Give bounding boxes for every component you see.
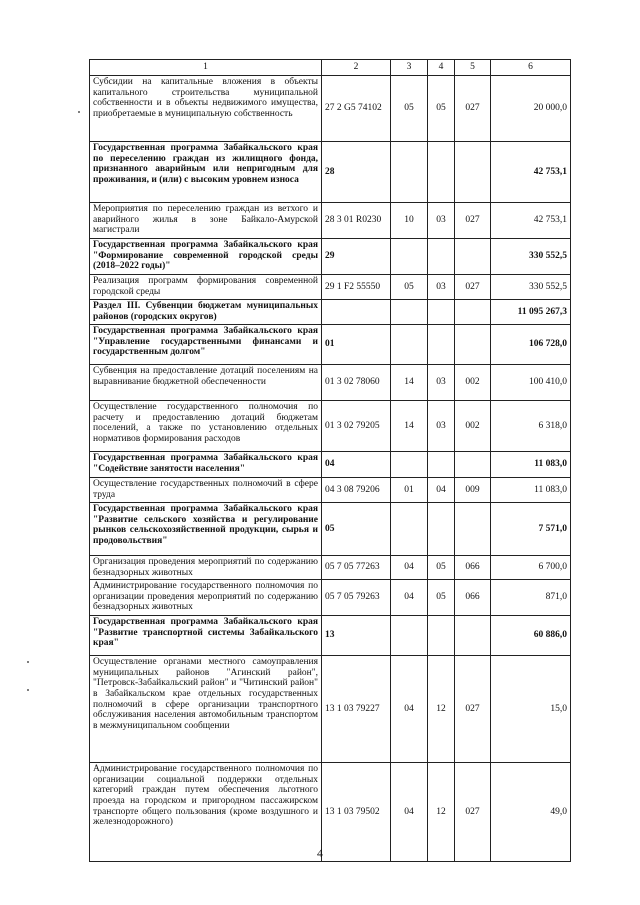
cell-code: 13 1 03 79502 (322, 763, 391, 862)
cell-sum: 871,0 (491, 580, 571, 616)
cell-c5 (455, 142, 491, 203)
cell-name: Администрирование государственного полномочия по организации проведения мероприятий по содержанию безнадзорных животных (90, 580, 322, 616)
cell-sum: 106 728,0 (491, 325, 571, 365)
cell-code: 05 7 05 79263 (322, 580, 391, 616)
cell-code: 29 1 F2 55550 (322, 275, 391, 300)
cell-c3 (391, 300, 428, 325)
cell-c4: 12 (428, 763, 455, 862)
cell-name: Государственная программа Забайкальского края "Формирование современной городской среды (2018–2022 годы)" (90, 239, 322, 275)
table-row (90, 656, 571, 763)
table-header-row (90, 60, 571, 76)
table-row (90, 300, 571, 325)
cell-code: 28 (322, 142, 391, 203)
column-header: 3 (391, 60, 428, 76)
table-row (90, 76, 571, 142)
cell-c4: 03 (428, 203, 455, 239)
cell-sum: 6 318,0 (491, 401, 571, 452)
table-row (90, 275, 571, 300)
cell-name: Администрирование государственного полномочия по организации социальной поддержки отдельных категорий граждан путем обеспечения льготного проезда на городском и пригородном пассажирском транспорте общего пользования (кроме воздушного и железнодорожного) (90, 763, 322, 862)
cell-c3 (391, 142, 428, 203)
cell-sum: 330 552,5 (491, 239, 571, 275)
table-row (90, 325, 571, 365)
cell-c3 (391, 239, 428, 275)
scan-dot-mark (27, 661, 29, 663)
column-header: 2 (322, 60, 391, 76)
cell-c5: 002 (455, 365, 491, 401)
cell-c4: 05 (428, 580, 455, 616)
cell-sum: 42 753,1 (491, 142, 571, 203)
cell-code: 13 (322, 616, 391, 656)
page-number: 4 (317, 846, 323, 860)
budget-table (89, 59, 571, 862)
cell-code: 04 (322, 452, 391, 478)
cell-c4 (428, 142, 455, 203)
cell-c3: 05 (391, 76, 428, 142)
table-row (90, 203, 571, 239)
cell-code: 13 1 03 79227 (322, 656, 391, 763)
cell-c5 (455, 300, 491, 325)
cell-code: 01 3 02 79205 (322, 401, 391, 452)
cell-code: 01 (322, 325, 391, 365)
cell-c5 (455, 616, 491, 656)
cell-c3: 10 (391, 203, 428, 239)
cell-c5 (455, 239, 491, 275)
cell-c4: 03 (428, 401, 455, 452)
cell-c5: 002 (455, 401, 491, 452)
cell-c5 (455, 503, 491, 556)
cell-c3: 04 (391, 763, 428, 862)
cell-sum: 330 552,5 (491, 275, 571, 300)
cell-c5: 066 (455, 580, 491, 616)
cell-code: 04 3 08 79206 (322, 478, 391, 503)
cell-sum: 11 095 267,3 (491, 300, 571, 325)
table-row (90, 142, 571, 203)
table-row (90, 478, 571, 503)
cell-c3: 14 (391, 401, 428, 452)
cell-name: Осуществление органами местного самоуправления муниципальных районов "Агинский район", "Петровск-Забайкальский район" и "Читинский район" в Забайкальском крае отдельных государственных полномочий в сфере организации транспортного обслуживания населения автомобильным транспортом в межмуниципальном сообщении (90, 656, 322, 763)
cell-c3: 14 (391, 365, 428, 401)
cell-c4 (428, 239, 455, 275)
cell-c5 (455, 325, 491, 365)
cell-name: Субсидии на капитальные вложения в объекты капитального строительства муниципальной собственности и в объекты недвижимого имущества, приобретаемые в муниципальную собственность (90, 76, 322, 142)
cell-c5: 066 (455, 556, 491, 580)
cell-c4: 03 (428, 275, 455, 300)
cell-c3: 04 (391, 580, 428, 616)
cell-sum: 11 083,0 (491, 452, 571, 478)
cell-name: Государственная программа Забайкальского края "Содействие занятости населения" (90, 452, 322, 478)
cell-code: 28 3 01 R0230 (322, 203, 391, 239)
cell-name: Организация проведения мероприятий по содержанию безнадзорных животных (90, 556, 322, 580)
cell-sum: 60 886,0 (491, 616, 571, 656)
cell-name: Государственная программа Забайкальского края "Развитие транспортной системы Забайкальского края" (90, 616, 322, 656)
cell-c5: 027 (455, 275, 491, 300)
cell-name: Государственная программа Забайкальского края "Управление государственными финансами и государственным долгом" (90, 325, 322, 365)
scan-dot-mark (27, 689, 29, 691)
table-row (90, 580, 571, 616)
cell-c3: 01 (391, 478, 428, 503)
cell-sum: 49,0 (491, 763, 571, 862)
table-row (90, 239, 571, 275)
cell-c4 (428, 452, 455, 478)
column-header: 1 (90, 60, 322, 76)
cell-c3 (391, 325, 428, 365)
scan-dot-mark (78, 111, 80, 113)
cell-c5: 009 (455, 478, 491, 503)
cell-name: Мероприятия по переселению граждан из ветхого и аварийного жилья в зоне Байкало-Амурской магистрали (90, 203, 322, 239)
cell-sum: 15,0 (491, 656, 571, 763)
column-header: 6 (491, 60, 571, 76)
cell-c4 (428, 616, 455, 656)
cell-code (322, 300, 391, 325)
cell-sum: 100 410,0 (491, 365, 571, 401)
cell-code: 05 (322, 503, 391, 556)
cell-sum: 7 571,0 (491, 503, 571, 556)
cell-c5: 027 (455, 203, 491, 239)
cell-c5: 027 (455, 763, 491, 862)
cell-c5: 027 (455, 656, 491, 763)
cell-code: 29 (322, 239, 391, 275)
cell-sum: 11 083,0 (491, 478, 571, 503)
cell-name: Осуществление государственного полномочия по расчету и предоставлению дотаций бюджетам поселений, а также по установлению отдельных нормативов формирования расходов (90, 401, 322, 452)
cell-c4: 05 (428, 76, 455, 142)
cell-c3 (391, 503, 428, 556)
table-row (90, 452, 571, 478)
cell-c4 (428, 503, 455, 556)
cell-c4: 04 (428, 478, 455, 503)
cell-code: 27 2 G5 74102 (322, 76, 391, 142)
table-row (90, 401, 571, 452)
cell-name: Раздел III. Субвенции бюджетам муниципальных районов (городских округов) (90, 300, 322, 325)
cell-sum: 6 700,0 (491, 556, 571, 580)
table-row (90, 556, 571, 580)
cell-name: Субвенция на предоставление дотаций поселениям на выравнивание бюджетной обеспеченности (90, 365, 322, 401)
cell-name: Государственная программа Забайкальского края по переселению граждан из жилищного фонда, признанного аварийным или непригодным для проживания, и (или) с высоким уровнем износа (90, 142, 322, 203)
cell-c3: 05 (391, 275, 428, 300)
table-row (90, 365, 571, 401)
cell-name: Реализация программ формирования современной городской среды (90, 275, 322, 300)
table-row (90, 503, 571, 556)
table-row (90, 616, 571, 656)
cell-c3 (391, 452, 428, 478)
cell-name: Осуществление государственных полномочий в сфере труда (90, 478, 322, 503)
cell-c3 (391, 616, 428, 656)
cell-c5 (455, 452, 491, 478)
cell-c4: 05 (428, 556, 455, 580)
cell-code: 05 7 05 77263 (322, 556, 391, 580)
cell-c4: 03 (428, 365, 455, 401)
cell-c3: 04 (391, 556, 428, 580)
column-header: 5 (455, 60, 491, 76)
cell-c3: 04 (391, 656, 428, 763)
cell-c4: 12 (428, 656, 455, 763)
cell-name: Государственная программа Забайкальского края "Развитие сельского хозяйства и регулирование рынков сельскохозяйственной продукции, сырья и продовольствия" (90, 503, 322, 556)
cell-c5: 027 (455, 76, 491, 142)
cell-sum: 42 753,1 (491, 203, 571, 239)
cell-c4 (428, 300, 455, 325)
cell-sum: 20 000,0 (491, 76, 571, 142)
column-header: 4 (428, 60, 455, 76)
cell-code: 01 3 02 78060 (322, 365, 391, 401)
cell-c4 (428, 325, 455, 365)
